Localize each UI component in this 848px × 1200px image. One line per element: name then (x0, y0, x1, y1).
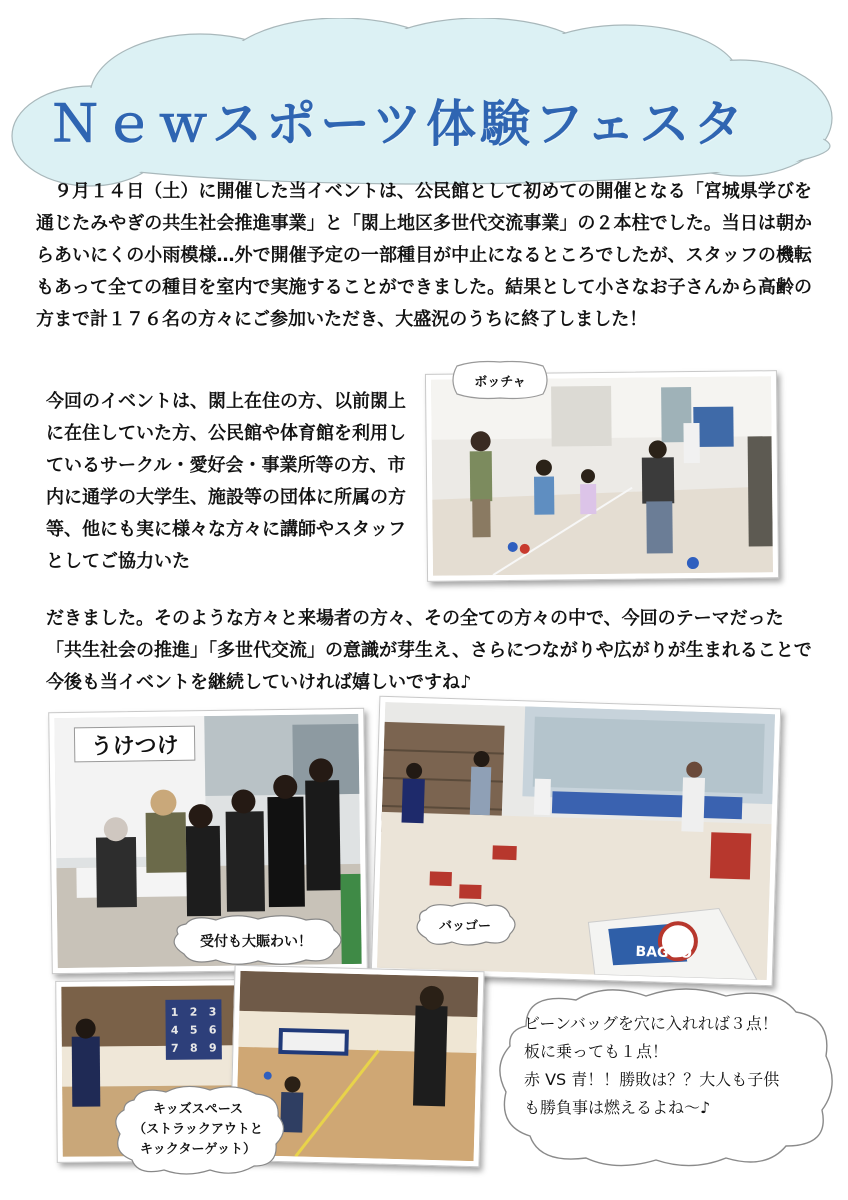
strike-number-7: 7 (170, 1041, 179, 1055)
page-title: Ｎｅｗスポーツ体験フェスタ (50, 95, 748, 153)
strike-number-6: 6 (208, 1023, 217, 1037)
baggo-board-text: BAGGO (635, 943, 693, 962)
info-cloud-line-3: 赤 VS 青！！勝敗は？？大人も子供 (524, 1070, 780, 1089)
strike-number-1: 1 (170, 1005, 179, 1019)
reception-sign-text: うけつけ (90, 733, 179, 760)
kids-caption-bubble (110, 1084, 286, 1176)
strike-number-9: 9 (208, 1041, 217, 1055)
strike-number-4: 4 (170, 1023, 179, 1037)
kids-caption-line-2: （ストラックアウトと (133, 1122, 263, 1137)
strike-number-8: 8 (189, 1041, 198, 1055)
baggo-caption: バッゴー (438, 919, 491, 934)
strike-number-2: 2 (189, 1005, 198, 1019)
boccia-caption: ボッチャ (474, 375, 526, 390)
reception-caption: 受付も大賑わい！ (200, 934, 312, 950)
staff-paragraph-part-1: 今回のイベントは、閖上在住の方、以前閖上に在住していた方、公民館や体育館を利用しているサークル・愛好会・事業所等の方、市内に通学の大学生、施設等の団体に所属の方等、他にも実に様々な方々に講師やスタッフとしてご協力いた (46, 391, 406, 572)
info-cloud-line-2: 板に乗っても１点！ (524, 1042, 669, 1061)
baggo-caption-bubble (412, 902, 518, 946)
kids-caption-line-1: キッズスペース (152, 1102, 244, 1117)
info-cloud-line-1: ビーンバッグを穴に入れれば３点！ (524, 1014, 778, 1033)
reception-caption-bubble (166, 914, 346, 966)
boccia-caption-bubble (445, 360, 555, 400)
kids-caption-line-3: キックターゲット） (140, 1142, 256, 1157)
strike-number-5: 5 (189, 1023, 198, 1037)
strike-number-3: 3 (208, 1005, 217, 1019)
boccia-photo (425, 370, 779, 582)
intro-paragraph: ９月１４日（土）に開催した当イベントは、公民館として初めての開催となる「宮城県学びを通じたみやぎの共生社会推進事業」と「閖上地区多世代交流事業」の２本柱でした。当日は朝からあいにくの小雨模様…外で開催予定の一部種目が中止になるところでしたが、スタッフの機転もあって全ての種目を室内で実施することができました。結果として小さなお子さんから高齢の方まで計１７６名の方々にご参加いただき、大盛況のうちに終了しました！ (36, 181, 812, 330)
info-cloud-text (524, 1010, 824, 1122)
staff-paragraph-part-2: だきました。そのような方々と来場者の方々、その全ての方々の中で、今回のテーマだった「共生社会の推進」「多世代交流」の意識が芽生え、さらにつながりや広がりが生まれることで今後も当イベントを継続していければ嬉しいですね♪ (46, 608, 812, 693)
info-cloud-line-4: も勝負事は燃えるよね～♪ (524, 1098, 711, 1117)
